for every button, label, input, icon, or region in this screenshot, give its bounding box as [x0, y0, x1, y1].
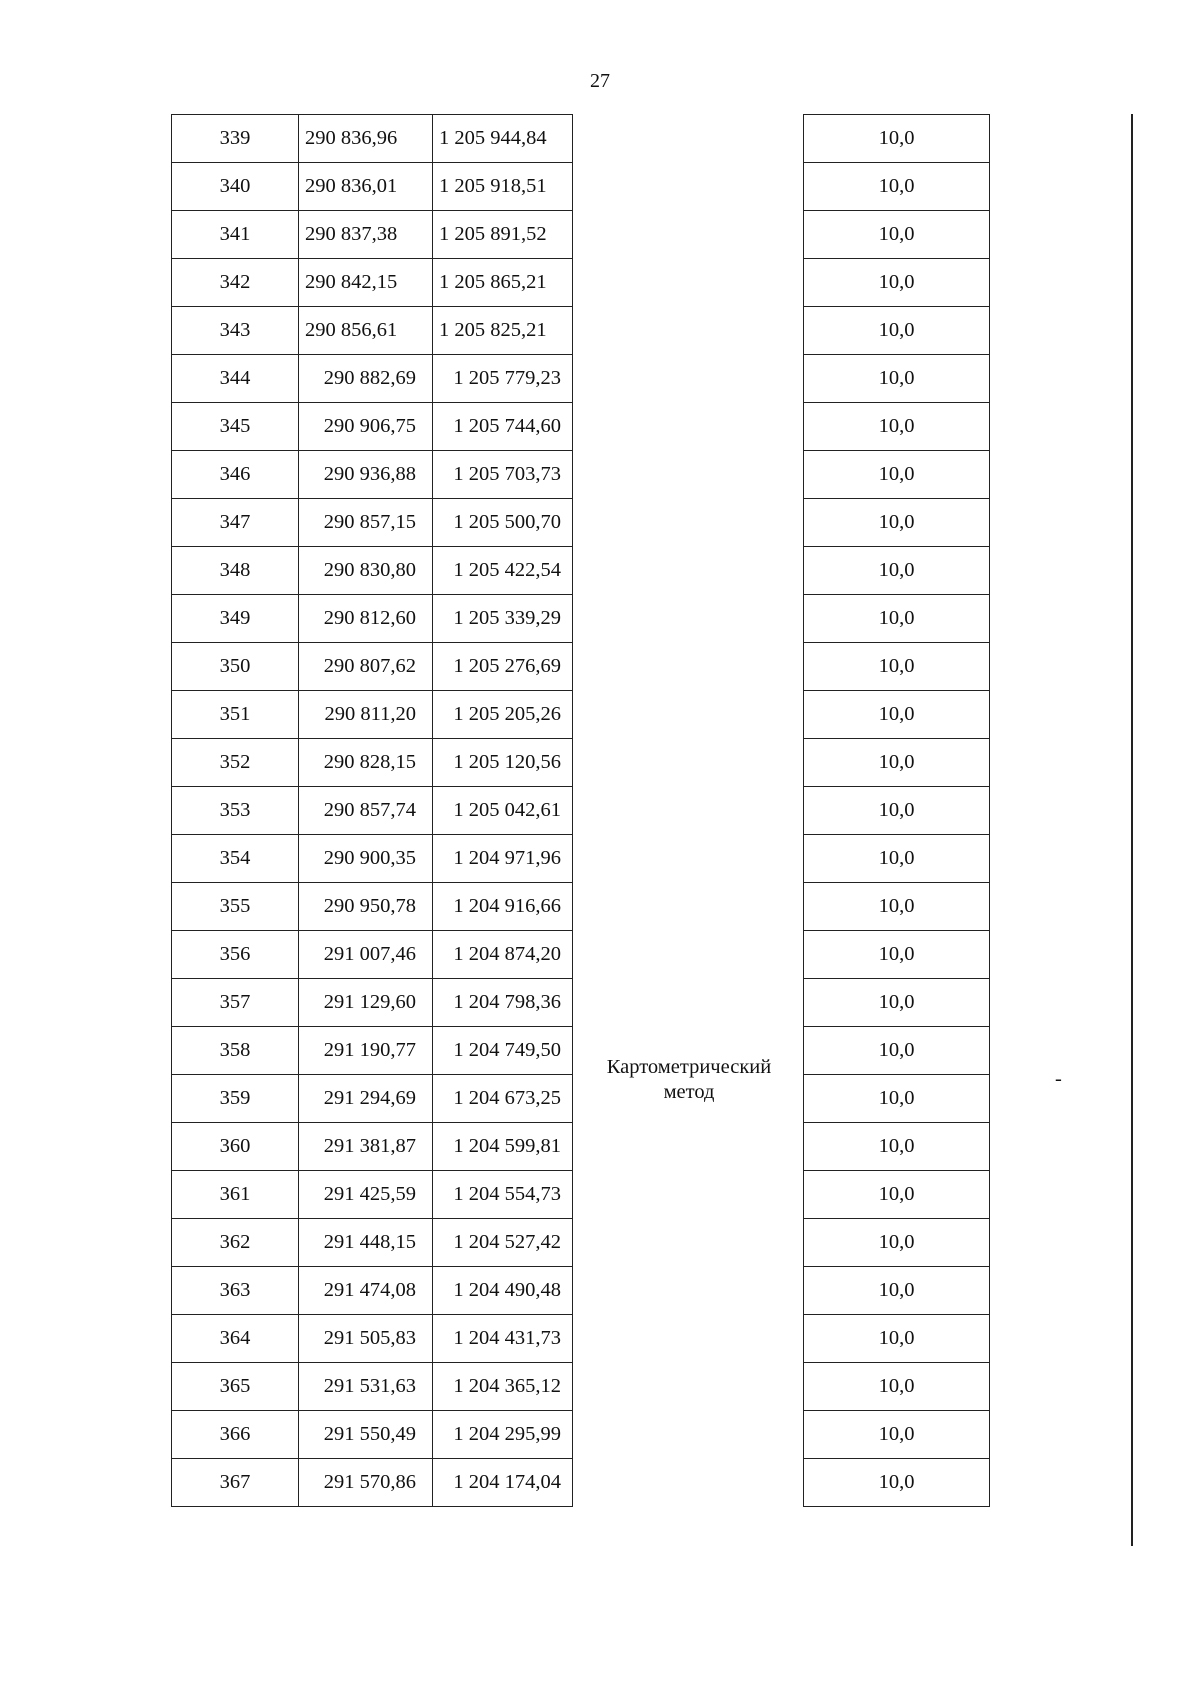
table-row	[172, 883, 573, 931]
accuracy-cell: 10,0	[804, 1267, 990, 1315]
table-row	[172, 787, 573, 835]
accuracy-cell: 10,0	[804, 1171, 990, 1219]
point-number-cell: 358	[172, 1027, 299, 1075]
table-row	[172, 1171, 573, 1219]
table-row	[172, 259, 573, 307]
y-coordinate-cell: 1 204 916,66	[433, 883, 573, 931]
table-row	[172, 1123, 573, 1171]
point-number-cell: 342	[172, 259, 299, 307]
accuracy-cell: 10,0	[804, 1123, 990, 1171]
x-coordinate-cell: 291 294,69	[299, 1075, 433, 1123]
table-row	[172, 355, 573, 403]
point-number-cell: 362	[172, 1219, 299, 1267]
point-number-cell: 352	[172, 739, 299, 787]
x-coordinate-cell: 291 190,77	[299, 1027, 433, 1075]
coordinates-table-body	[172, 115, 573, 1507]
point-number-cell: 363	[172, 1267, 299, 1315]
accuracy-cell: 10,0	[804, 355, 990, 403]
table-row	[804, 691, 990, 739]
table-row	[804, 1027, 990, 1075]
y-coordinate-cell: 1 205 120,56	[433, 739, 573, 787]
x-coordinate-cell: 291 550,49	[299, 1411, 433, 1459]
accuracy-table-body	[804, 115, 990, 1507]
accuracy-cell: 10,0	[804, 643, 990, 691]
accuracy-table	[803, 114, 990, 1507]
table-row	[172, 115, 573, 163]
y-coordinate-cell: 1 204 599,81	[433, 1123, 573, 1171]
accuracy-cell: 10,0	[804, 739, 990, 787]
y-coordinate-cell: 1 204 490,48	[433, 1267, 573, 1315]
point-number-cell: 367	[172, 1459, 299, 1507]
accuracy-cell: 10,0	[804, 1363, 990, 1411]
table-row	[172, 691, 573, 739]
table-row	[804, 307, 990, 355]
table-row	[172, 1219, 573, 1267]
accuracy-cell: 10,0	[804, 163, 990, 211]
point-number-cell: 346	[172, 451, 299, 499]
table-row	[804, 1363, 990, 1411]
x-coordinate-cell: 291 425,59	[299, 1171, 433, 1219]
accuracy-cell: 10,0	[804, 547, 990, 595]
y-coordinate-cell: 1 205 500,70	[433, 499, 573, 547]
method-label-line1: Картометрический	[606, 1056, 772, 1078]
y-coordinate-cell: 1 204 174,04	[433, 1459, 573, 1507]
point-number-cell: 341	[172, 211, 299, 259]
table-row	[804, 547, 990, 595]
x-coordinate-cell: 290 828,15	[299, 739, 433, 787]
table-row	[804, 1171, 990, 1219]
y-coordinate-cell: 1 204 295,99	[433, 1411, 573, 1459]
y-coordinate-cell: 1 205 703,73	[433, 451, 573, 499]
y-coordinate-cell: 1 205 865,21	[433, 259, 573, 307]
accuracy-cell: 10,0	[804, 307, 990, 355]
y-coordinate-cell: 1 205 891,52	[433, 211, 573, 259]
table-row	[172, 1267, 573, 1315]
table-row	[804, 931, 990, 979]
point-number-cell: 339	[172, 115, 299, 163]
accuracy-cell: 10,0	[804, 499, 990, 547]
table-row	[804, 115, 990, 163]
x-coordinate-cell: 291 448,15	[299, 1219, 433, 1267]
accuracy-cell: 10,0	[804, 931, 990, 979]
table-row	[172, 451, 573, 499]
x-coordinate-cell: 290 882,69	[299, 355, 433, 403]
table-row	[804, 451, 990, 499]
table-row	[804, 355, 990, 403]
table-row	[172, 643, 573, 691]
y-coordinate-cell: 1 205 779,23	[433, 355, 573, 403]
y-coordinate-cell: 1 204 673,25	[433, 1075, 573, 1123]
y-coordinate-cell: 1 205 744,60	[433, 403, 573, 451]
accuracy-cell: 10,0	[804, 211, 990, 259]
table-row	[172, 1459, 573, 1507]
point-number-cell: 355	[172, 883, 299, 931]
table-row	[804, 979, 990, 1027]
x-coordinate-cell: 291 381,87	[299, 1123, 433, 1171]
accuracy-cell: 10,0	[804, 1411, 990, 1459]
table-row	[804, 1459, 990, 1507]
x-coordinate-cell: 290 900,35	[299, 835, 433, 883]
accuracy-cell: 10,0	[804, 1219, 990, 1267]
accuracy-cell: 10,0	[804, 835, 990, 883]
table-row	[172, 595, 573, 643]
y-coordinate-cell: 1 204 365,12	[433, 1363, 573, 1411]
x-coordinate-cell: 291 570,86	[299, 1459, 433, 1507]
table-row	[172, 163, 573, 211]
dash-value: -	[1055, 1068, 1062, 1090]
table-row	[172, 403, 573, 451]
table-row	[804, 1075, 990, 1123]
table-row	[804, 1123, 990, 1171]
y-coordinate-cell: 1 204 431,73	[433, 1315, 573, 1363]
accuracy-cell: 10,0	[804, 787, 990, 835]
table-row	[804, 595, 990, 643]
table-row	[172, 1363, 573, 1411]
x-coordinate-cell: 290 950,78	[299, 883, 433, 931]
table-row	[172, 931, 573, 979]
y-coordinate-cell: 1 205 825,21	[433, 307, 573, 355]
table-row	[172, 307, 573, 355]
table-row	[172, 211, 573, 259]
y-coordinate-cell: 1 205 276,69	[433, 643, 573, 691]
table-row	[804, 1267, 990, 1315]
right-border-line	[1131, 114, 1133, 1546]
y-coordinate-cell: 1 205 944,84	[433, 115, 573, 163]
point-number-cell: 360	[172, 1123, 299, 1171]
point-number-cell: 365	[172, 1363, 299, 1411]
point-number-cell: 348	[172, 547, 299, 595]
table-row	[804, 643, 990, 691]
x-coordinate-cell: 290 836,01	[299, 163, 433, 211]
y-coordinate-cell: 1 204 971,96	[433, 835, 573, 883]
table-row	[804, 835, 990, 883]
x-coordinate-cell: 290 857,74	[299, 787, 433, 835]
point-number-cell: 350	[172, 643, 299, 691]
y-coordinate-cell: 1 205 205,26	[433, 691, 573, 739]
point-number-cell: 340	[172, 163, 299, 211]
method-label-line2: метод	[663, 1081, 715, 1103]
x-coordinate-cell: 290 906,75	[299, 403, 433, 451]
x-coordinate-cell: 291 129,60	[299, 979, 433, 1027]
table-row	[804, 1219, 990, 1267]
y-coordinate-cell: 1 204 749,50	[433, 1027, 573, 1075]
method-cell	[583, 1055, 795, 1105]
table-row	[804, 1411, 990, 1459]
y-coordinate-cell: 1 205 918,51	[433, 163, 573, 211]
table-row	[804, 739, 990, 787]
table-row	[172, 1027, 573, 1075]
table-row	[172, 835, 573, 883]
table-row	[172, 547, 573, 595]
point-number-cell: 361	[172, 1171, 299, 1219]
table-row	[804, 883, 990, 931]
x-coordinate-cell: 290 837,38	[299, 211, 433, 259]
accuracy-cell: 10,0	[804, 1075, 990, 1123]
y-coordinate-cell: 1 205 042,61	[433, 787, 573, 835]
point-number-cell: 364	[172, 1315, 299, 1363]
point-number-cell: 347	[172, 499, 299, 547]
table-row	[172, 979, 573, 1027]
point-number-cell: 356	[172, 931, 299, 979]
y-coordinate-cell: 1 204 798,36	[433, 979, 573, 1027]
point-number-cell: 354	[172, 835, 299, 883]
accuracy-cell: 10,0	[804, 403, 990, 451]
table-row	[172, 1075, 573, 1123]
table-row	[172, 739, 573, 787]
table-row	[804, 787, 990, 835]
accuracy-cell: 10,0	[804, 451, 990, 499]
point-number-cell: 345	[172, 403, 299, 451]
y-coordinate-cell: 1 204 527,42	[433, 1219, 573, 1267]
point-number-cell: 351	[172, 691, 299, 739]
table-row	[172, 499, 573, 547]
accuracy-cell: 10,0	[804, 1459, 990, 1507]
accuracy-cell: 10,0	[804, 883, 990, 931]
point-number-cell: 359	[172, 1075, 299, 1123]
accuracy-cell: 10,0	[804, 595, 990, 643]
x-coordinate-cell: 290 811,20	[299, 691, 433, 739]
accuracy-cell: 10,0	[804, 115, 990, 163]
x-coordinate-cell: 290 807,62	[299, 643, 433, 691]
accuracy-cell: 10,0	[804, 691, 990, 739]
point-number-cell: 357	[172, 979, 299, 1027]
x-coordinate-cell: 290 842,15	[299, 259, 433, 307]
table-row	[804, 211, 990, 259]
table-row	[804, 499, 990, 547]
x-coordinate-cell: 290 936,88	[299, 451, 433, 499]
table-row	[804, 1315, 990, 1363]
x-coordinate-cell: 291 531,63	[299, 1363, 433, 1411]
x-coordinate-cell: 290 830,80	[299, 547, 433, 595]
coordinates-table	[171, 114, 573, 1507]
table-row	[804, 403, 990, 451]
x-coordinate-cell: 290 856,61	[299, 307, 433, 355]
accuracy-cell: 10,0	[804, 1027, 990, 1075]
table-row	[172, 1315, 573, 1363]
point-number-cell: 353	[172, 787, 299, 835]
accuracy-cell: 10,0	[804, 259, 990, 307]
point-number-cell: 344	[172, 355, 299, 403]
table-row	[804, 163, 990, 211]
table-row	[804, 259, 990, 307]
x-coordinate-cell: 291 505,83	[299, 1315, 433, 1363]
point-number-cell: 366	[172, 1411, 299, 1459]
x-coordinate-cell: 290 857,15	[299, 499, 433, 547]
x-coordinate-cell: 291 474,08	[299, 1267, 433, 1315]
point-number-cell: 343	[172, 307, 299, 355]
page-number: 27	[590, 70, 610, 92]
accuracy-cell: 10,0	[804, 979, 990, 1027]
accuracy-cell: 10,0	[804, 1315, 990, 1363]
y-coordinate-cell: 1 205 422,54	[433, 547, 573, 595]
y-coordinate-cell: 1 204 874,20	[433, 931, 573, 979]
table-row	[172, 1411, 573, 1459]
x-coordinate-cell: 291 007,46	[299, 931, 433, 979]
x-coordinate-cell: 290 836,96	[299, 115, 433, 163]
point-number-cell: 349	[172, 595, 299, 643]
x-coordinate-cell: 290 812,60	[299, 595, 433, 643]
y-coordinate-cell: 1 204 554,73	[433, 1171, 573, 1219]
y-coordinate-cell: 1 205 339,29	[433, 595, 573, 643]
